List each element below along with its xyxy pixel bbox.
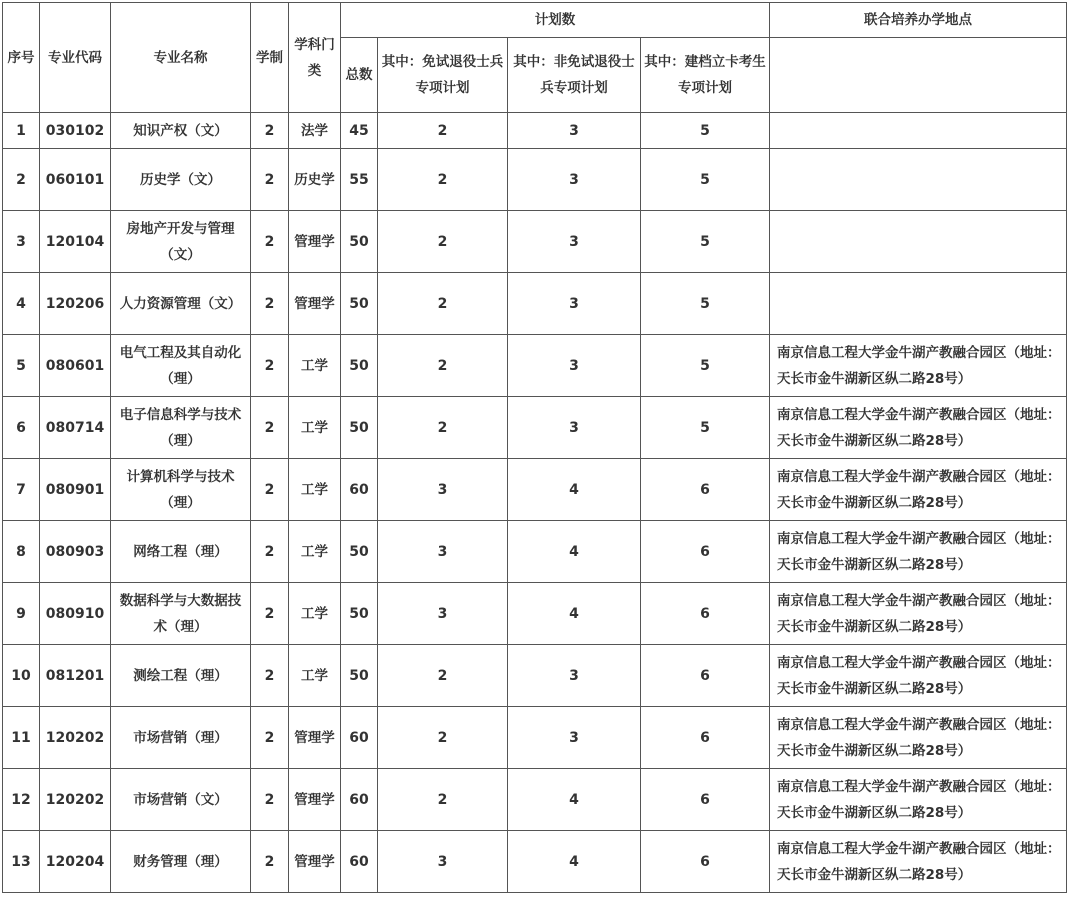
cell-code: 120202 (40, 769, 111, 831)
table-row (3, 113, 1067, 149)
header-location-empty (770, 38, 1067, 113)
cell-code: 030102 (40, 113, 111, 149)
header-plan-group: 计划数 (341, 3, 770, 38)
header-plan-c: 其中：建档立卡考生专项计划 (641, 38, 770, 113)
header-no: 序号 (3, 3, 40, 113)
cell-plan-a: 2 (378, 645, 508, 707)
cell-category: 法学 (289, 113, 341, 149)
cell-code: 080601 (40, 335, 111, 397)
cell-code: 060101 (40, 149, 111, 211)
cell-plan-c: 5 (641, 113, 770, 149)
cell-plan-c: 5 (641, 335, 770, 397)
cell-total: 50 (341, 273, 378, 335)
table-row (3, 583, 1067, 645)
cell-total: 50 (341, 397, 378, 459)
cell-no: 2 (3, 149, 40, 211)
cell-plan-b: 3 (508, 149, 641, 211)
cell-code: 080903 (40, 521, 111, 583)
cell-plan-c: 6 (641, 769, 770, 831)
table-row (3, 397, 1067, 459)
cell-name: 房地产开发与管理（文） (111, 211, 251, 273)
cell-no: 5 (3, 335, 40, 397)
cell-duration: 2 (251, 459, 289, 521)
cell-plan-a: 2 (378, 211, 508, 273)
cell-plan-c: 6 (641, 645, 770, 707)
table-row (3, 211, 1067, 273)
cell-category: 工学 (289, 459, 341, 521)
cell-name: 网络工程（理） (111, 521, 251, 583)
cell-plan-b: 4 (508, 521, 641, 583)
cell-plan-b: 4 (508, 583, 641, 645)
cell-no: 11 (3, 707, 40, 769)
cell-no: 12 (3, 769, 40, 831)
cell-total: 55 (341, 149, 378, 211)
table-row (3, 335, 1067, 397)
cell-code: 120204 (40, 831, 111, 893)
table-row (3, 707, 1067, 769)
cell-name: 计算机科学与技术（理） (111, 459, 251, 521)
cell-location (770, 149, 1067, 211)
table-row (3, 831, 1067, 893)
cell-location: 南京信息工程大学金牛湖产教融合园区（地址：天长市金牛湖新区纵二路28号） (770, 335, 1067, 397)
cell-plan-c: 6 (641, 707, 770, 769)
cell-category: 管理学 (289, 707, 341, 769)
cell-name: 财务管理（理） (111, 831, 251, 893)
cell-no: 1 (3, 113, 40, 149)
cell-plan-b: 3 (508, 707, 641, 769)
cell-category: 工学 (289, 335, 341, 397)
cell-code: 081201 (40, 645, 111, 707)
table-body (3, 113, 1067, 893)
cell-location: 南京信息工程大学金牛湖产教融合园区（地址：天长市金牛湖新区纵二路28号） (770, 769, 1067, 831)
cell-no: 13 (3, 831, 40, 893)
cell-plan-b: 3 (508, 397, 641, 459)
cell-name: 数据科学与大数据技术（理） (111, 583, 251, 645)
cell-name: 市场营销（文） (111, 769, 251, 831)
cell-duration: 2 (251, 583, 289, 645)
cell-code: 120104 (40, 211, 111, 273)
cell-total: 60 (341, 831, 378, 893)
cell-location (770, 113, 1067, 149)
cell-total: 60 (341, 459, 378, 521)
cell-plan-b: 4 (508, 769, 641, 831)
cell-category: 历史学 (289, 149, 341, 211)
cell-name: 知识产权（文） (111, 113, 251, 149)
header-duration: 学制 (251, 3, 289, 113)
cell-total: 50 (341, 521, 378, 583)
cell-location: 南京信息工程大学金牛湖产教融合园区（地址：天长市金牛湖新区纵二路28号） (770, 583, 1067, 645)
header-location: 联合培养办学地点 (770, 3, 1067, 38)
cell-total: 50 (341, 583, 378, 645)
cell-plan-a: 2 (378, 707, 508, 769)
cell-category: 工学 (289, 521, 341, 583)
table-row (3, 769, 1067, 831)
header-category: 学科门类 (289, 3, 341, 113)
cell-location (770, 273, 1067, 335)
header-code: 专业代码 (40, 3, 111, 113)
cell-plan-b: 4 (508, 831, 641, 893)
cell-location: 南京信息工程大学金牛湖产教融合园区（地址：天长市金牛湖新区纵二路28号） (770, 521, 1067, 583)
cell-plan-c: 6 (641, 583, 770, 645)
cell-code: 120202 (40, 707, 111, 769)
cell-code: 080901 (40, 459, 111, 521)
cell-plan-a: 2 (378, 769, 508, 831)
cell-category: 工学 (289, 397, 341, 459)
cell-category: 管理学 (289, 211, 341, 273)
cell-no: 4 (3, 273, 40, 335)
cell-name: 市场营销（理） (111, 707, 251, 769)
cell-category: 工学 (289, 583, 341, 645)
cell-total: 50 (341, 335, 378, 397)
cell-location: 南京信息工程大学金牛湖产教融合园区（地址：天长市金牛湖新区纵二路28号） (770, 831, 1067, 893)
cell-no: 7 (3, 459, 40, 521)
cell-plan-a: 2 (378, 149, 508, 211)
cell-duration: 2 (251, 831, 289, 893)
cell-plan-b: 3 (508, 335, 641, 397)
cell-category: 管理学 (289, 273, 341, 335)
cell-location: 南京信息工程大学金牛湖产教融合园区（地址：天长市金牛湖新区纵二路28号） (770, 707, 1067, 769)
cell-no: 3 (3, 211, 40, 273)
header-name: 专业名称 (111, 3, 251, 113)
cell-no: 9 (3, 583, 40, 645)
cell-duration: 2 (251, 645, 289, 707)
cell-duration: 2 (251, 211, 289, 273)
cell-plan-a: 2 (378, 113, 508, 149)
cell-name: 电气工程及其自动化（理） (111, 335, 251, 397)
table-row (3, 459, 1067, 521)
table-row (3, 273, 1067, 335)
cell-duration: 2 (251, 113, 289, 149)
cell-plan-c: 6 (641, 459, 770, 521)
table-row (3, 645, 1067, 707)
cell-plan-c: 6 (641, 831, 770, 893)
cell-duration: 2 (251, 149, 289, 211)
cell-plan-b: 4 (508, 459, 641, 521)
cell-category: 工学 (289, 645, 341, 707)
cell-plan-c: 6 (641, 521, 770, 583)
cell-plan-a: 3 (378, 583, 508, 645)
cell-duration: 2 (251, 521, 289, 583)
cell-duration: 2 (251, 273, 289, 335)
cell-code: 120206 (40, 273, 111, 335)
cell-plan-b: 3 (508, 645, 641, 707)
cell-plan-c: 5 (641, 211, 770, 273)
cell-location (770, 211, 1067, 273)
cell-location: 南京信息工程大学金牛湖产教融合园区（地址：天长市金牛湖新区纵二路28号） (770, 645, 1067, 707)
header-plan-b: 其中：非免试退役士兵专项计划 (508, 38, 641, 113)
cell-duration: 2 (251, 397, 289, 459)
cell-name: 电子信息科学与技术（理） (111, 397, 251, 459)
cell-category: 管理学 (289, 831, 341, 893)
cell-plan-b: 3 (508, 273, 641, 335)
cell-no: 10 (3, 645, 40, 707)
cell-total: 60 (341, 769, 378, 831)
cell-name: 测绘工程（理） (111, 645, 251, 707)
cell-plan-b: 3 (508, 211, 641, 273)
cell-plan-c: 5 (641, 149, 770, 211)
enrollment-plan-table (2, 2, 1067, 893)
cell-category: 管理学 (289, 769, 341, 831)
cell-plan-a: 3 (378, 459, 508, 521)
cell-plan-a: 3 (378, 831, 508, 893)
cell-location: 南京信息工程大学金牛湖产教融合园区（地址：天长市金牛湖新区纵二路28号） (770, 459, 1067, 521)
cell-location: 南京信息工程大学金牛湖产教融合园区（地址：天长市金牛湖新区纵二路28号） (770, 397, 1067, 459)
cell-plan-a: 2 (378, 335, 508, 397)
cell-name: 人力资源管理（文） (111, 273, 251, 335)
cell-plan-a: 3 (378, 521, 508, 583)
cell-code: 080714 (40, 397, 111, 459)
cell-name: 历史学（文） (111, 149, 251, 211)
cell-plan-c: 5 (641, 397, 770, 459)
cell-total: 45 (341, 113, 378, 149)
cell-total: 50 (341, 645, 378, 707)
header-plan-a: 其中：免试退役士兵专项计划 (378, 38, 508, 113)
cell-plan-a: 2 (378, 273, 508, 335)
table-row (3, 521, 1067, 583)
cell-total: 60 (341, 707, 378, 769)
cell-total: 50 (341, 211, 378, 273)
cell-duration: 2 (251, 335, 289, 397)
cell-code: 080910 (40, 583, 111, 645)
cell-duration: 2 (251, 769, 289, 831)
cell-no: 6 (3, 397, 40, 459)
cell-plan-c: 5 (641, 273, 770, 335)
cell-no: 8 (3, 521, 40, 583)
header-total: 总数 (341, 38, 378, 113)
cell-duration: 2 (251, 707, 289, 769)
cell-plan-b: 3 (508, 113, 641, 149)
cell-plan-a: 2 (378, 397, 508, 459)
table-row (3, 149, 1067, 211)
